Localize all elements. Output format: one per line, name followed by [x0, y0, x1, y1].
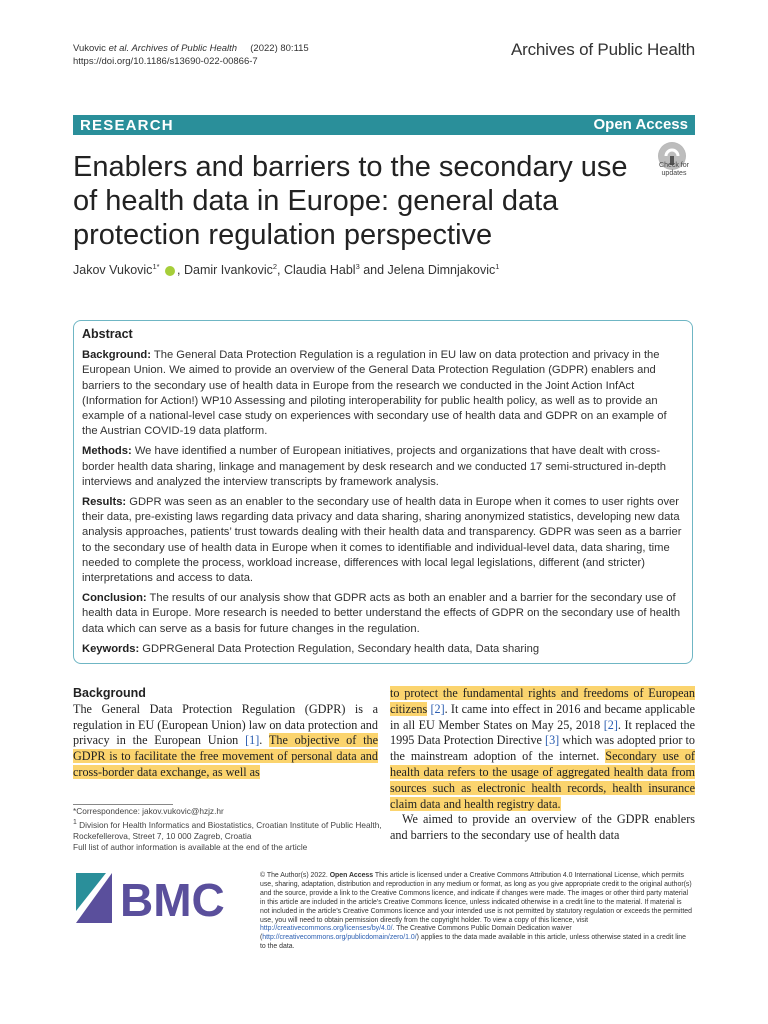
citation-journal: et al. Archives of Public Health — [108, 43, 238, 54]
abstract-results — [82, 495, 684, 586]
doi-link[interactable]: https://doi.org/10.1186/s13690-022-00866-7 — [73, 56, 258, 67]
abstract-methods — [82, 444, 684, 490]
license-text — [260, 872, 692, 952]
footnote-divider — [73, 804, 173, 805]
abstract-heading: Abstract — [82, 327, 133, 341]
results-label: Results: — [82, 496, 127, 509]
highlighted-text: to protect the fundamental rights and freedoms of European citizens — [390, 686, 695, 716]
author-4-sup: 1 — [495, 262, 500, 271]
author-1[interactable]: Jakov Vukovic — [73, 263, 153, 278]
correspondence: *Correspondence: jakov.vukovic@hzjz.hr — [73, 806, 224, 816]
keywords-label: Keywords: — [82, 642, 140, 655]
reference-link-2[interactable]: [2] — [430, 701, 445, 716]
author-1-sup: 1* — [152, 262, 160, 271]
abstract-content — [82, 327, 684, 662]
check-for-label: Check for — [659, 162, 689, 169]
footnote — [73, 806, 383, 853]
body-column-right — [390, 686, 695, 844]
check-for-updates-label[interactable] — [652, 162, 696, 178]
author-2-sup: 2 — [272, 262, 278, 271]
citation-author: Vukovic — [73, 43, 106, 54]
background-label: Background: — [82, 349, 151, 362]
author-3[interactable]: , Claudia Habl — [277, 263, 356, 278]
article-title: Enablers and barriers to the secondary use of health data in Europe: general data protection regulation perspective — [73, 151, 628, 251]
open-access-label: Open Access — [593, 116, 688, 133]
keywords-text: GDPRGeneral Data Protection Regulation, Secondary health data, Data sharing — [139, 642, 540, 655]
license-link-cc-by[interactable]: http://creativecommons.org/licenses/by/4.0/ — [260, 925, 393, 933]
author-4[interactable]: and Jelena Dimnjakovic — [359, 263, 496, 278]
body-paragraph-3: We aimed to provide an overview of the GDPR enablers and barriers to the secondary use of health data — [390, 812, 695, 843]
updates-label: updates — [661, 170, 687, 177]
license-body: . The Creative Commons Public Domain Dedication waiver ( — [260, 925, 572, 942]
background-text: The General Data Protection Regulation is a regulation in EU law on data protection and privacy in the European Union. We aimed to provide an overview of the General Data Protection Regulation (GDPR) enablers and barriers to the secondary use of health data in Europe from the research we conducted in the Joint Action InfAct (Information for Action!) WP10 Assessing and piloting interoperability for public health policy, as well as to provide an example of a national-level case study on experiences with secondary use of health data and GDPR on an example of the Austrian COVID-19 data platform. — [82, 349, 667, 438]
body-paragraph-2 — [390, 686, 695, 812]
abstract-background — [82, 348, 684, 439]
license-body: This article is licensed under a Creative Commons Attribution 4.0 International License, which permits use, sharing, adaptation, distribution and reproduction in any medium or format, as long as you give appropriate credit to the original author(s) and the source, provide a link to the Creative Commons licence, and indicate if changes were made. The images or other third party material in this article are included in the article’s Creative Commons licence, unless indicated otherwise in a credit line to the material. If material is not included in the article’s Creative Commons licence and your intended use is not permitted by statutory regulation or exceeds the permitted use, you will need to obtain permission directly from the copyright holder. To view a copy of this licence, visit — [260, 872, 692, 924]
citation-line — [73, 42, 309, 68]
orcid-icon[interactable] — [165, 266, 175, 276]
author-2[interactable]: , Damir Ivankovic — [177, 263, 273, 278]
license-open-access: Open Access — [329, 872, 374, 879]
license-link-cc0[interactable]: http://creativecommons.org/publicdomain/zero/1.0/ — [262, 934, 417, 942]
license-copyright: © The Author(s) 2022. — [260, 872, 330, 879]
bmc-logo-text: BMC — [120, 874, 225, 926]
methods-text: We have identified a number of European initiatives, projects and organizations that have dealt with cross-border health data sharing, linkage and management by desk research and we conducted 17 semi-structured in-depth interviews and analyzed the interview transcripts by framework analysis. — [82, 445, 666, 488]
body-text: which was adopted prior to the mainstream adoption of the internet. — [390, 733, 695, 764]
affiliation-sup: 1 — [73, 819, 77, 826]
author-3-sup: 3 — [355, 262, 360, 271]
abstract-keywords — [82, 642, 684, 657]
highlighted-text: Secondary use of health data refers to the usage of aggregated health data from sources such as electronic health records, health insurance claim data and health registry data. — [390, 749, 695, 811]
bmc-logo — [76, 871, 226, 927]
affiliation-1 — [73, 817, 383, 842]
article-type-label: RESEARCH — [80, 117, 174, 134]
conclusion-label: Conclusion: — [82, 592, 147, 605]
body-text: . — [259, 733, 269, 748]
body-text: . It replaced the 1995 Data Protection Directive — [390, 717, 695, 748]
citation-year: (2022) 80:115 — [250, 43, 309, 54]
body-paragraph-1 — [73, 702, 378, 781]
affiliation-text: Division for Health Informatics and Biostatistics, Croatian Institute of Public Health, Rockefellerova, Street 7, 10 000 Zagreb, Croatia — [73, 819, 382, 841]
highlighted-text: The objective of the GDPR is to facilitate the free movement of personal data and cross-border data exchange, as well as — [73, 733, 378, 779]
author-list — [73, 262, 499, 277]
background-heading: Background — [73, 686, 146, 700]
abstract-conclusion — [82, 591, 684, 637]
body-text: . It came into effect in 2016 and became applicable in all EU Member States on May 25, 2018 — [390, 701, 695, 732]
conclusion-text: The results of our analysis show that GDPR acts as both an enabler and a barrier for the secondary use of health data in Europe. More research is needed to better understand the effects of GDPR on the secondary use of health data which can serve as a basis for future changes in the regulation. — [82, 592, 681, 635]
body-text: The General Data Protection Regulation (GDPR) is a regulation in EU (European Union) law on data protection and privacy in the European Union — [73, 701, 378, 748]
journal-name: Archives of Public Health — [511, 40, 695, 59]
license-body: ) applies to the data made available in this article, unless otherwise stated in a credit line to the data. — [260, 934, 686, 951]
methods-label: Methods: — [82, 445, 132, 458]
reference-link-1[interactable]: [1] — [245, 733, 260, 748]
reference-link-2b[interactable]: [2] — [603, 717, 618, 732]
results-text: GDPR was seen as an enabler to the secondary use of health data in Europe when it comes to user rights over their data, pre-existing laws regarding data privacy and data sharing, sharing anonymized statistics, developing new data analysis approaches, patients’ trust towards dealing with their health data and transparency. GDPR was seen as a barrier to the secondary use of health data in Europe when it comes to identifiable and individual-level data, data sharing, time needed to complete the process, workload increase, differences with local legal legislations, different (and stricter) interpretations and access to data. — [82, 496, 682, 585]
author-info-note: Full list of author information is available at the end of the article — [73, 841, 308, 852]
body-column-left — [73, 686, 378, 781]
bmc-logo-icon — [76, 871, 226, 927]
reference-link-3[interactable]: [3] — [545, 733, 560, 748]
